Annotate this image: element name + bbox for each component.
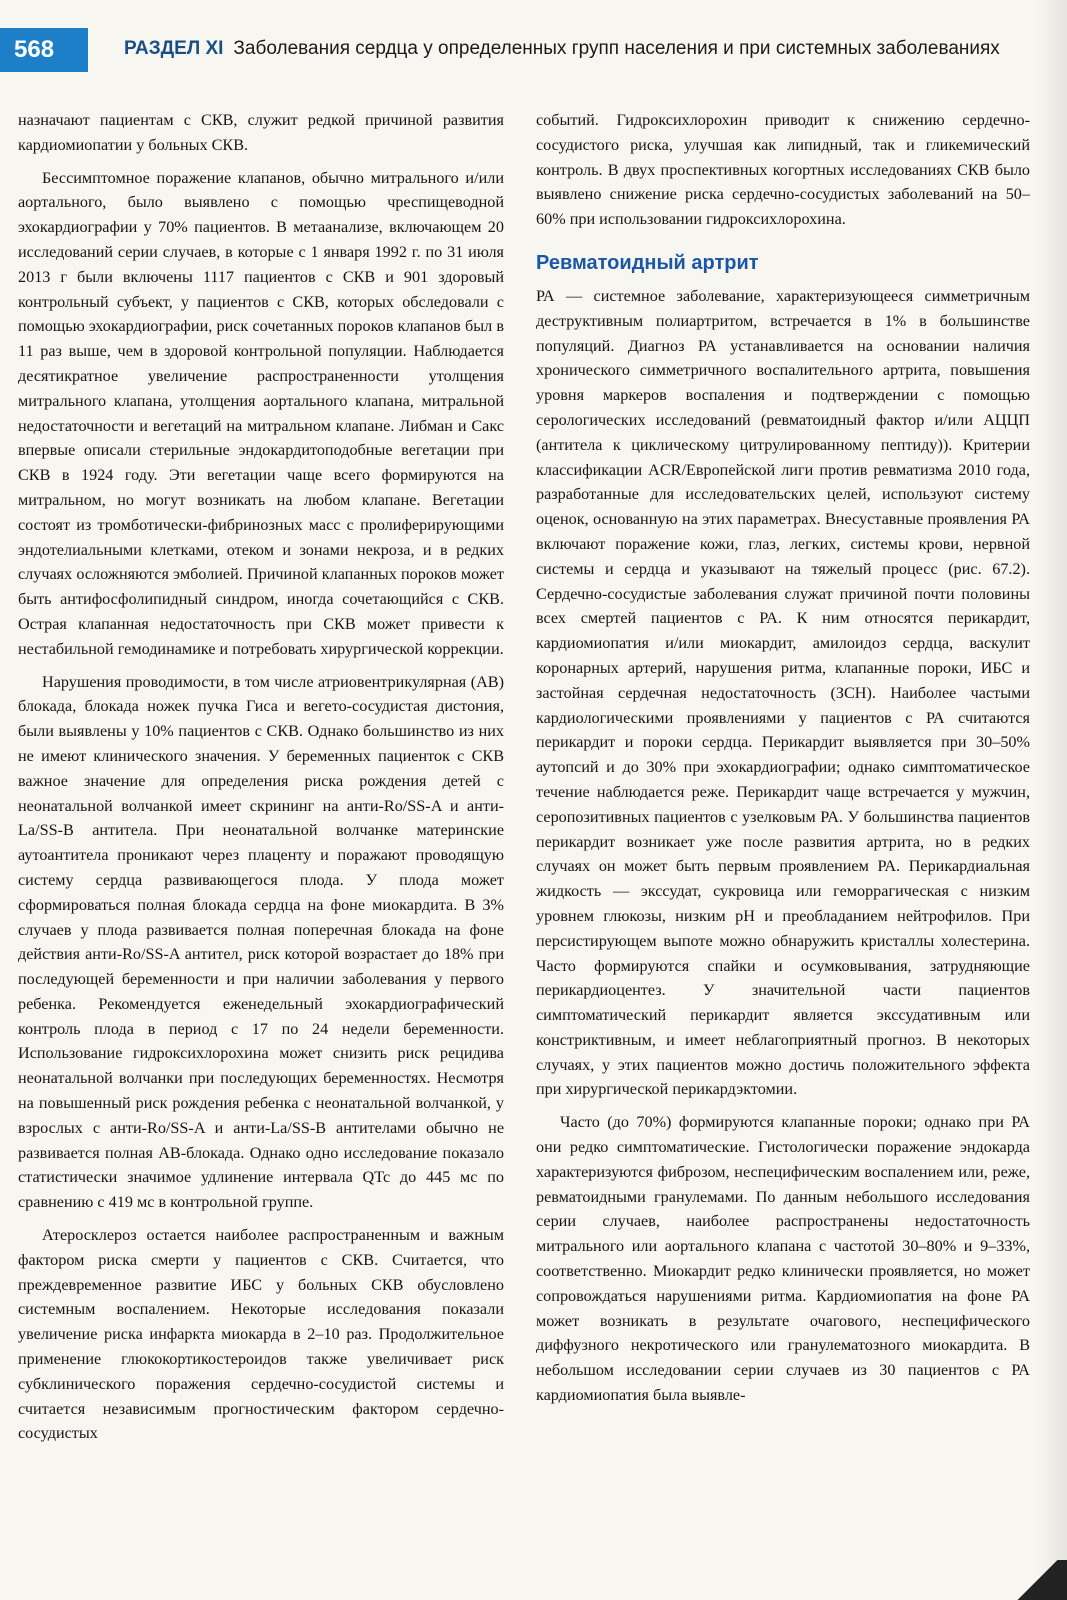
left-column xyxy=(18,108,504,1586)
page-corner xyxy=(1007,1560,1067,1600)
right-column xyxy=(536,108,1030,1586)
page-header xyxy=(0,0,1067,80)
paragraph: РА — системное заболевание, характеризующееся симметричным деструктивным полиартритом, встречается в 1% в большинстве популяций. Диагноз РА устанавливается на основании наличия хронического симметричного воспалительного артрита, повышения уровня маркеров воспаления и подтверждении с помощью серологических исследований (ревматоидный фактор и/или АЦЦП (антитела к циклическому цитрулированному пептиду)). Критерии классификации ACR/Европейской лиги против ревматизма 2010 года, разработанные для исследовательских целей, используют систему оценок, основанную на этих параметрах. Внесуставные проявления РА включают поражение кожи, глаз, легких, системы крови, нервной системы и сердца и указывают на тяжелый процесс (рис. 67.2). Сердечно-сосудистые заболевания служат причиной почти половины всех смертей пациентов с РА. К ним относятся перикардит, кардиомиопатия и/или миокардит, амилоидоз сердца, васкулит коронарных артерий, нарушения ритма, клапанные пороки, ИБС и застойная сердечная недостаточность (ЗСН). Наиболее частыми кардиологическими проявлениями у пациентов с РА считаются перикардит и пороки сердца. Перикардит выявляется при 30–50% аутопсий и до 30% при эхокардиографии; однако симптоматическое течение наблюдается реже. Перикардит чаще встречается у мужчин, серопозитивных пациентов с узелковым РА. У большинства пациентов перикардит возникает уже после развития артрита, но в редких случаях он может быть первым проявлением РА. Перикардиальная жидкость — экссудат, сукровица или геморрагическая с низким уровнем глюкозы, низким pH и преобладанием нейтрофилов. При персистирующем выпоте можно обнаружить кристаллы холестерина. Часто формируются спайки и осумковывания, затрудняющие перикардиоцентез. У значительной части пациентов симптоматический перикардит является экссудативным или констриктивным, и имеет неблагоприятный прогноз. В некоторых случаях, у этих пациентов можно достичь положительного эффекта при хирургической перикардэктомии. xyxy=(536,286,1030,1099)
paragraph: Атеросклероз остается наиболее распространенным и важным фактором риска смерти у пациентов с СКВ. Считается, что преждевременное развитие ИБС у больных СКВ обусловлено системным воспалением. Некоторые исследования показали увеличение риска инфаркта миокарда в 2–10 раз. Продолжительное применение глюкокортикостероидов также увеличивает риск субклинического поражения сердечно-сосудистой системы и считается независимым прогностическим фактором сердечно-сосудистых xyxy=(18,1226,504,1443)
chapter-title: Заболевания сердца у определенных групп населения и при системных заболеваниях xyxy=(233,38,1000,59)
page-number: 568 xyxy=(0,28,88,72)
paragraph: Бессимптомное поражение клапанов, обычно митрального и/или аортального, было выявлено с помощью чреспищеводной эхокардиографии у 70% пациентов. В метаанализе, включающем 20 исследований серии случаев, в которые с 1 января 1992 г. по 31 июля 2013 г были включены 1117 пациентов с СКВ и 901 здоровый контрольный субъект, у пациентов с СКВ, которых обследовали с помощью эхокардиографии, риск сочетанных пороков клапанов был в 11 раз выше, чем в здоровой контрольной популяции. Наблюдается десятикратное увеличение распространенности утолщения митрального клапана, утолщения аортального клапана, митральной недостаточности и вегетаций на митральном клапане. Либман и Сакс впервые описали стерильные эндокардитоподобные вегетации при СКВ в 1924 году. Эти вегетации чаще всего формируются на митральном, но могут возникать на любом клапане. Вегетации состоят из тромботически-фибринозных масс с пролиферирующими эндотелиальными клетками, отеком и зонами некроза, и в редких случаях осложняются эмболией. Причиной клапанных пороков может быть антифосфолипидный синдром, иногда сочетающийся с СКВ. Острая клапанная недостаточность при СКВ может привести к нестабильной гемодинамике и потребовать хирургической коррекции. xyxy=(18,168,504,658)
section-heading: Ревматоидный артрит xyxy=(536,251,759,274)
paragraph: Нарушения проводимости, в том числе атриовентрикулярная (АВ) блокада, блокада ножек пучка Гиса и вегето-сосудистая дистония, были выявлены у 10% пациентов с СКВ. Однако большинство из них не имеют клинического значения. У беременных пациенток с СКВ важное значение для определения риска рождения детей с неонатальной волчанкой имеет скрининг на анти-Ro/SS-A и анти-La/SS-B антитела. При неонатальной волчанке материнские аутоантитела проникают через плаценту и поражают проводящую систему сердца развивающегося плода. У плода может сформироваться полная блокада сердца на фоне миокардита. В 3% случаев у плода развивается полная поперечная блокада на фоне действия анти-Ro/SS-A антител, риск которой возрастает до 18% при последующей беременности и при наличии заболевания у первого ребенка. Рекомендуется еженедельный эхокардиографический контроль плода в период с 17 по 24 недели беременности. Использование гидроксихлорохина может снизить риск рецидива неонатальной волчанки при последующих беременностях. Несмотря на повышенный риск рождения ребенка с неонатальной волчанкой, у взрослых с анти-Ro/SS-A и анти-La/SS-B антителами обычно не развивается полная АВ-блокада. Однако одно исследование показало статистически значимое удлинение интервала QTc до 445 мс по сравнению с 419 мс в контрольной группе. xyxy=(18,672,504,1212)
paragraph: событий. Гидроксихлорохин приводит к снижению сердечно-сосудистого риска, улучшая как липидный, так и гликемический контроль. В двух проспективных когортных исследованиях СКВ было выявлено снижение риска сердечно-сосудистых заболеваний на 50–60% при использовании гидроксихлорохина. xyxy=(536,111,1030,229)
page-edge-shadow xyxy=(1037,0,1067,1600)
section-label: РАЗДЕЛ XI xyxy=(124,38,224,59)
paragraph: назначают пациентам с СКВ, служит редкой причиной развития кардиомиопатии у больных СКВ. xyxy=(18,111,504,154)
running-header xyxy=(124,38,1051,60)
paragraph: Часто (до 70%) формируются клапанные пороки; однако при РА они редко симптоматические. Гистологически поражение эндокарда характеризуются фиброзом, неспецифическим воспалением или, реже, ревматоидными гранулемами. По данным небольшого исследования серии случаев, наиболее распространены недостаточность митрального или аортального клапана с частотой 30–80% и 9–33%, соответственно. Миокардит редко клинически проявляется, но может сопровождаться нарушениями ритма. Кардиомиопатия на фоне РА может возникать в результате очагового, неспецифического диффузного некротического или гранулематозного миокардита. В небольшом исследовании серии случаев из 30 пациентов с РА кардиомиопатия была выявле- xyxy=(536,1113,1030,1405)
